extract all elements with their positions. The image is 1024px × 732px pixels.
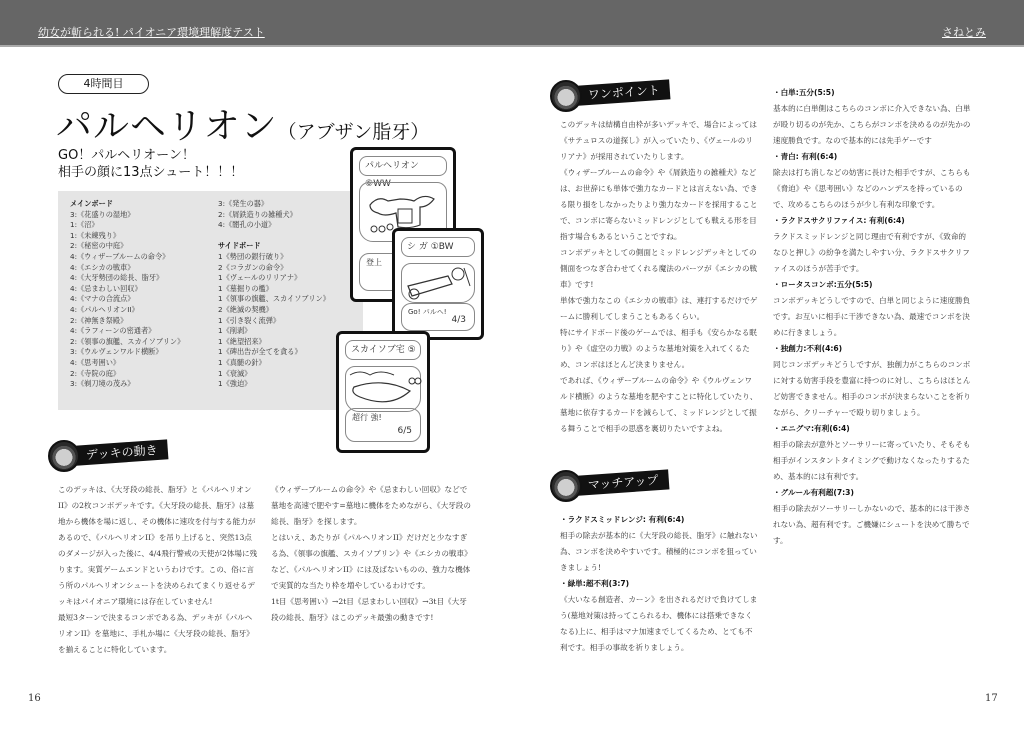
matchup-label: ・緑単:超不利(3:7) [560, 579, 630, 588]
card-name: パルヘリオン ⑥WW [359, 156, 447, 176]
decklist-column-1 [70, 199, 184, 390]
section-header-one-point [550, 80, 690, 110]
sideboard-entry: 1《衰滅》 [218, 368, 252, 378]
character-avatar-icon [550, 470, 582, 502]
card-name: シ ガ ①BW [401, 237, 475, 257]
matchup-label: ・ラクドスミッドレンジ: 有利(6:4) [560, 515, 685, 524]
sideboard-heading: サイドボード [218, 241, 261, 251]
section-heading: ワンポイント [573, 79, 670, 106]
paragraph: このデッキは結構自由枠が多いデッキで、場合によっては《サテュロスの道探し》が入っていたり、《ヴェールのリリアナ》が採用されていたりします。 [560, 120, 757, 161]
paragraph: 特にサイドボード後のゲームでは、相手も《安らかなる眠り》や《虚空の力戦》のような墓地対策を入れてくるため、コンボはほとんど決まりません。 [560, 328, 757, 369]
sideboard-entry: 1《ヴェールのリリアナ》 [218, 273, 302, 283]
deck-entry: 4:《思考囲い》 [70, 357, 121, 367]
paragraph: 《ウィザーブルームの命令》や《忌まわしい回収》などで墓地を高速で肥やす=墓地に機体をためながら、《大牙段の総長、脂牙》を探します。 [271, 485, 471, 526]
deck-entry: 2:《寺院の庭》 [70, 368, 121, 378]
deck-entry: 4:《大牙勢団の総長、脂牙》 [70, 273, 164, 283]
matchup-description: 《大いなる創造者、カーン》を出されるだけで負けてしまう(墓地対策は持ってこられるわ、機体には搭乗できなくなる)上に、相手はマナ加速までしてくるため、とても不利です。相手の事故を祈りましょう。 [560, 595, 758, 652]
card-name: スカイソブ宅 ⑤ [345, 340, 421, 360]
paragraph: 最短3ターンで決まるコンボである為、デッキが《パルヘリオンII》を墓地に、手札か場に《大牙段の総長、脂牙》を揃えることに特化しています。 [58, 613, 254, 654]
matchup-description: コンボデッキどうしですので、白単と同じように速度勝負です。お互いに相手に干渉できない為、最速でコンボを決めに行きましょう。 [773, 296, 971, 337]
deck-movement-text-col1 [58, 482, 258, 658]
deck-entry: 4:《ウィザーブルームの命令》 [70, 251, 170, 261]
sideboard-entry: 1《真髄の針》 [218, 357, 266, 367]
sideboard-entry: 1《削剥》 [218, 326, 252, 336]
matchup-description: 相手の除去が基本的に《大牙段の総長、脂牙》に触れない為、コンボを決めやすいです。積極的にコンボを狙っていきましょう! [560, 531, 758, 572]
tagline [58, 147, 243, 181]
deck-entry: 1:《沼》 [70, 220, 99, 230]
mainboard-heading: メインボード [70, 199, 113, 208]
matchup-label: ・白単:五分(5:5) [773, 88, 835, 97]
card-illustration-chariot [392, 228, 484, 340]
deck-entry: 2:《屑鉄造りの雑種犬》 [218, 209, 297, 219]
sideboard-entry: 2《コラガンの命令》 [218, 262, 288, 272]
author-name: さねとみ [942, 26, 986, 39]
deck-movement-text-col2 [271, 482, 471, 626]
tagline-line: 相手の顔に13点シュート！！！ [58, 165, 244, 180]
sideboard-entry: 1《絶望招来》 [218, 336, 266, 346]
one-point-text [560, 117, 758, 437]
page-title [56, 98, 429, 149]
matchup-label: ・青白: 有利(6:4) [773, 152, 838, 161]
sideboard-entry: 1《碑出告が全てを貪る》 [218, 347, 302, 357]
character-avatar-icon [48, 440, 80, 472]
matchup-text-col1 [560, 512, 758, 656]
deck-entry: 2:《秘密の中庭》 [70, 241, 128, 251]
matchup-text-col2 [773, 85, 971, 549]
matchup-description: ラクドスミッドレンジと同じ理由で有利ですが、《致命的なひと押し》の紛争を満たしやすい分、ラクドスサクリファイスのほうが苦手です。 [773, 232, 970, 273]
tagline-line: GO！パルヘリオーン！ [58, 148, 195, 163]
sideboard-entry: 1《引き裂く流弾》 [218, 315, 281, 325]
sideboard-entry: 1《領事の旗艦、スカイソブリン》 [218, 294, 330, 304]
deck-entry: 2:《神無き祭殿》 [70, 315, 128, 325]
page-number-right: 17 [985, 693, 998, 704]
paragraph: コンボデッキとしての側面とミッドレンジデッキとしての側面をつなぎ合わせてくれる魔法のパーツが《エシカの戦車》です! [560, 248, 758, 289]
card-power-toughness: 6/5 [397, 426, 412, 436]
deck-entry: 2:《領事の旗艦、スカイソブリン》 [70, 336, 185, 346]
matchup-label: ・独創力:不利(4:6) [773, 344, 843, 353]
paragraph: このデッキは、《大牙段の総長、脂牙》と《パルヘリオンII》の2枚コンボデッキです。《大牙段の総長、脂牙》は墓地から機体を場に返し、その機体に速攻を付与する能力があるので、《パルヘリオンII》を吊り上げると、突然13点のダメージが入った後に、4/4飛行警戒の天使が2体場に残ります。実質ゲームエンドというわけです。この、俗に言う所のパルヘリオンシュートを決められてまくり返せるデッキはパイオニア環境には存在していません! [58, 485, 258, 606]
deck-entry: 4:《忌まわしい回収》 [70, 283, 142, 293]
book-title: 幼女が斬られる! パイオニア環境理解度テスト [38, 26, 265, 39]
paragraph: であれば、《ウィザーブルームの命令》や《ウルヴェンワルド横断》のような墓地を肥やすことに特化していたり、墓地に依存するカードを減らして、ミッドレンジとして振る舞うことで相手の思惑を裏切りたいですよね。 [560, 376, 758, 433]
card-art-chariot [401, 263, 475, 303]
decklist-column-2 [218, 199, 330, 390]
deck-entry: 4:《ラフィーンの密通者》 [70, 326, 156, 336]
card-text-box: 登上 [359, 253, 447, 291]
matchup-label: ・ロータスコンボ:五分(5:5) [773, 280, 873, 289]
deck-entry: 4:《エシカの戦車》 [70, 262, 135, 272]
title-main: パルヘリオン [56, 106, 278, 147]
section-header-deck-movement [48, 440, 188, 470]
matchup-label: ・エニグマ:有利(6:4) [773, 424, 850, 433]
running-header [0, 0, 1024, 47]
paragraph: 《ウィザーブルームの命令》や《屑鉄造りの雑種犬》などは、お世辞にも単体で強力なカードとは言えない為、できる限り損をしなかったりより強力なカードを採用することで、コンボに寄らないミッドレンジとしても戦える形を目指す場合もあるということですね。 [560, 168, 758, 241]
card-illustration-skysovereign [336, 331, 430, 453]
deck-entry: 3:《花盛りの湿地》 [70, 209, 135, 219]
paragraph: 単体で強力なこの《エシカの戦車》は、連打するだけでゲームに勝利してしまうこともあるくらい。 [560, 296, 758, 321]
sideboard-entry: 1《墓掘りの檻》 [218, 283, 273, 293]
matchup-description: 相手の除去が意外とソーサリーに寄っていたり、そもそも相手がインスタントタイミングで動けなくなったりするため、基本的には有利です。 [773, 440, 971, 481]
card-art-airship [345, 366, 421, 412]
matchup-description: 相手の除去がソーサリーしかないので、基本的には干渉されない為、超有利です。ご機嫌にシュートを決めて勝ちです。 [773, 504, 971, 545]
paragraph: 1t目《思考囲い》→2t目《忌まわしい回収》→3t目《大牙段の総長、脂牙》はこのデッキ最強の動きです! [271, 597, 467, 622]
matchup-label: ・グルール有利超(7:3) [773, 488, 854, 497]
deck-entry: 4:《闇孔の小道》 [218, 220, 276, 230]
deck-entry: 1:《未練残り》 [70, 230, 121, 240]
sideboard-entry: 2《絶滅の契機》 [218, 304, 273, 314]
card-text-box: Go! パルヘ! 4/3 [401, 303, 475, 331]
section-heading: デッキの動き [71, 439, 168, 466]
title-sub: （アブザン脂牙） [277, 121, 430, 143]
card-text-box: 超行 強! 6/5 [345, 408, 421, 442]
card-power-toughness: 4/3 [451, 315, 466, 325]
deck-entry: 3:《発生の器》 [218, 199, 269, 208]
paragraph: とはいえ、あたりが《パルヘリオンII》だけだと少なすぎる為、《領事の旗艦、スカイソブリン》や《エシカの戦車》など、《パルヘリオンII》には及ばないものの、強力な機体で実質的な当たり枠を増やしているわけです。 [271, 533, 471, 590]
deck-entry: 3:《剃刀境の茂み》 [70, 379, 135, 389]
sideboard-entry: 1《勢団の銀行破り》 [218, 251, 288, 261]
lesson-label: 4時間目 [58, 74, 149, 94]
matchup-description: 同じコンボデッキどうしですが、独創力がこちらのコンボに対する妨害手段を豊富に持つのに対し、こちらはほとんど妨害できません。相手のコンボが決まらないことを祈りながら、クリーチャーで殴り切りましょう。 [773, 360, 971, 417]
matchup-label: ・ラクドスサクリファイス: 有利(6:4) [773, 216, 905, 225]
matchup-description: 基本的に白単側はこちらのコンボに介入できない為、白単が殴り切るのが先か、こちらがコンボを決めるのが先かの速度勝負です。なので基本的には先手ゲーです [773, 104, 971, 145]
matchup-description: 除去は打ち消しなどの妨害に長けた相手ですが、こちらも《脅迫》や《思考囲い》などのハンデスを持っているので、攻めるこちらのほうが少し有利な印象です。 [773, 168, 971, 209]
deck-entry: 3:《ウルヴェンワルド横断》 [70, 347, 163, 357]
page-number-left: 16 [28, 693, 41, 704]
section-heading: マッチアップ [573, 469, 669, 496]
deck-entry: 4:《パルヘリオンII》 [70, 304, 139, 314]
deck-entry: 4:《マナの合流点》 [70, 294, 135, 304]
character-avatar-icon [550, 80, 582, 112]
section-header-matchup [550, 470, 690, 500]
decklist-box [58, 191, 363, 410]
sideboard-entry: 1《強迫》 [218, 379, 252, 389]
